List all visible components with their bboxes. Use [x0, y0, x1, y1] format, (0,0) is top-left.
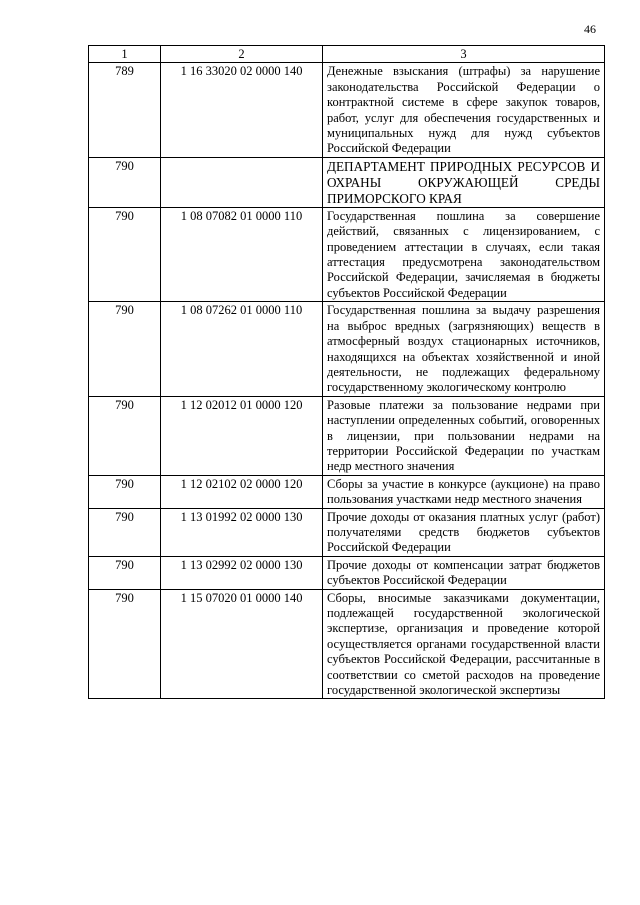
admin-code-cell: 790 [89, 475, 161, 508]
table-row-department [89, 157, 605, 207]
page-number: 46 [584, 22, 596, 36]
revenue-code-cell: 1 08 07082 01 0000 110 [161, 207, 323, 301]
admin-code-cell: 790 [89, 508, 161, 556]
table-row [89, 508, 605, 556]
revenue-description-cell: Прочие доходы от оказания платных услуг (работ) получателями средств бюджетов субъектов Российской Федерации [323, 508, 605, 556]
table-row [89, 396, 605, 475]
revenue-codes-table [88, 45, 605, 699]
header-col-3: 3 [323, 46, 605, 63]
admin-code-cell: 790 [89, 302, 161, 396]
admin-code-cell: 790 [89, 157, 161, 207]
admin-code-cell: 789 [89, 63, 161, 157]
table-row [89, 589, 605, 699]
admin-code-cell: 790 [89, 556, 161, 589]
admin-code-cell: 790 [89, 207, 161, 301]
department-name-cell: ДЕПАРТАМЕНТ ПРИРОДНЫХ РЕСУРСОВ И ОХРАНЫ ОКРУЖАЮЩЕЙ СРЕДЫ ПРИМОРСКОГО КРАЯ [323, 157, 605, 207]
table-row [89, 207, 605, 301]
revenue-description-cell: Государственная пошлина за выдачу разрешения на выброс вредных (загрязняющих) веществ в атмосферный воздух стационарных источников, находящихся на объектах хозяйственной и иной деятельности, не подлежащих федеральному государственному экологическому контролю [323, 302, 605, 396]
revenue-description-cell: Прочие доходы от компенсации затрат бюджетов субъектов Российской Федерации [323, 556, 605, 589]
revenue-code-cell: 1 16 33020 02 0000 140 [161, 63, 323, 157]
admin-code-cell: 790 [89, 396, 161, 475]
table-row [89, 475, 605, 508]
revenue-description-cell: Государственная пошлина за совершение действий, связанных с лицензированием, с проведением аттестации в случаях, если такая аттестация предусмотрена законодательством Российской Федерации, зачисляемая в бюджеты субъектов Российской Федерации [323, 207, 605, 301]
revenue-description-cell: Денежные взыскания (штрафы) за нарушение законодательства Российской Федерации о контрактной системе в сфере закупок товаров, работ, услуг для обеспечения государственных и муниципальных нужд для нужд субъектов Российской Федерации [323, 63, 605, 157]
table-row [89, 556, 605, 589]
header-col-2: 2 [161, 46, 323, 63]
admin-code-cell: 790 [89, 589, 161, 699]
header-col-1: 1 [89, 46, 161, 63]
revenue-code-cell: 1 13 01992 02 0000 130 [161, 508, 323, 556]
revenue-code-cell: 1 12 02012 01 0000 120 [161, 396, 323, 475]
revenue-description-cell: Сборы за участие в конкурсе (аукционе) на право пользования участками недр местного значения [323, 475, 605, 508]
table-row [89, 63, 605, 157]
revenue-code-cell: 1 08 07262 01 0000 110 [161, 302, 323, 396]
revenue-code-cell: 1 15 07020 01 0000 140 [161, 589, 323, 699]
revenue-code-cell [161, 157, 323, 207]
revenue-code-cell: 1 12 02102 02 0000 120 [161, 475, 323, 508]
revenue-code-cell: 1 13 02992 02 0000 130 [161, 556, 323, 589]
table-row [89, 302, 605, 396]
table-header-row [89, 46, 605, 63]
revenue-description-cell: Разовые платежи за пользование недрами при наступлении определенных событий, оговоренных в лицензии, при пользовании недрами на территории Российской Федерации по участкам недр местного значения [323, 396, 605, 475]
revenue-description-cell: Сборы, вносимые заказчиками документации, подлежащей государственной экологической экспертизе, организация и проведение которой осуществляется органами государственной власти субъектов Российской Федерации, рассчитанные в соответствии со сметой расходов на проведение государственной экологической экспертизы [323, 589, 605, 699]
